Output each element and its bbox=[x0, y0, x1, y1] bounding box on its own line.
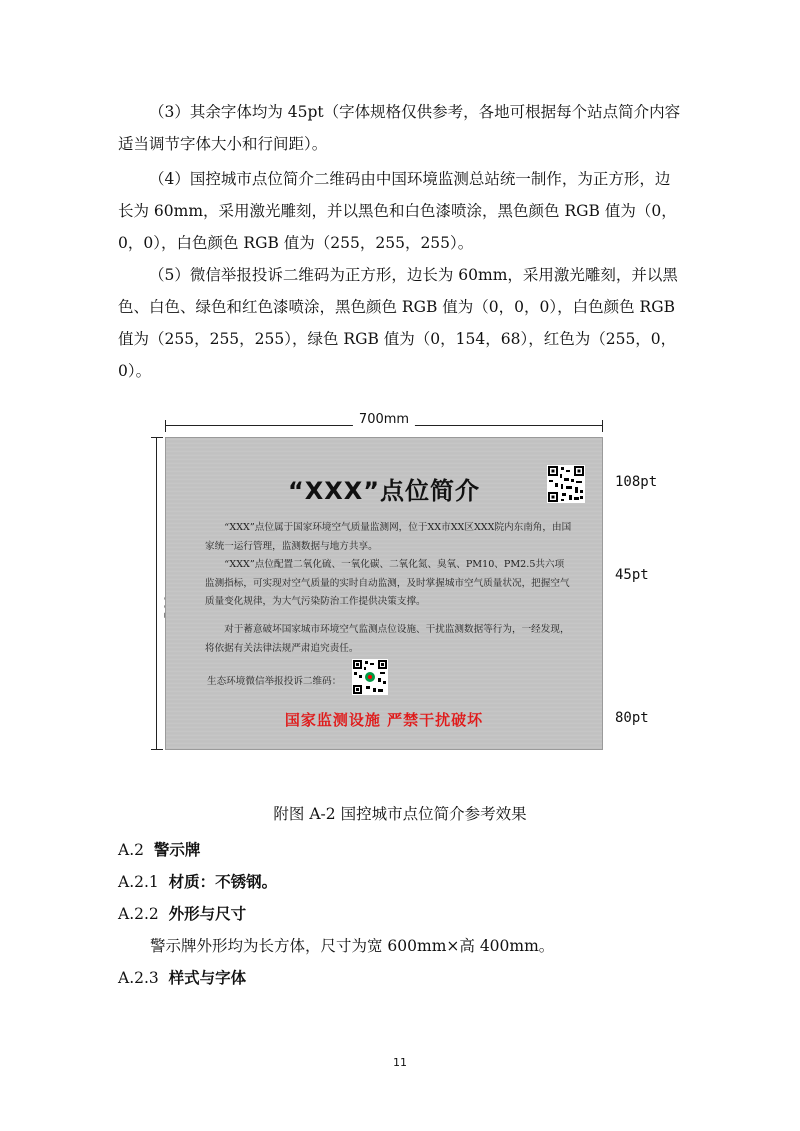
body-size-label: 45pt bbox=[615, 567, 649, 583]
plate-body-location: “XXX”点位属于国家环境空气质量监测网，位于XX市XX区XXX院内东南角，由国家统一运行管理，监测数据与地方共享。 bbox=[205, 522, 572, 552]
page-number: 11 bbox=[393, 1056, 407, 1069]
height-dimension bbox=[148, 437, 164, 750]
station-qr-code-icon bbox=[547, 465, 585, 503]
section-heading-a2-2 bbox=[118, 902, 246, 924]
section-title: 警示牌 bbox=[153, 841, 201, 859]
plate-body-warning-law: 对于蓄意破坏国家城市环境空气监测点位设施、干扰监测数据等行为，一经发现，将依据有关法律法规严肃追究责任。 bbox=[205, 624, 570, 654]
section-heading-a2 bbox=[118, 838, 200, 860]
plate-title: “XXX”点位简介 bbox=[287, 477, 481, 505]
plate-warning-text: 国家监测设施 严禁干扰破坏 bbox=[284, 711, 484, 729]
section-title: 样式与字体 bbox=[168, 969, 247, 987]
section-heading-a2-3 bbox=[118, 966, 246, 988]
section-title: 外形与尺寸 bbox=[168, 905, 247, 923]
wechat-qr-code-icon bbox=[352, 659, 388, 695]
figure-caption: 附图 A-2 国控城市点位简介参考效果 bbox=[273, 805, 527, 823]
section-title: 材质：不锈钢。 bbox=[168, 873, 278, 891]
warning-size-label: 80pt bbox=[615, 710, 649, 726]
paragraph-qr-spec: （4）国控城市点位简介二维码由中国环境监测总站统一制作，为正方形，边长为 60mm，采用激光雕刻，并以黑色和白色漆喷涂，黑色颜色 RGB 值为（0，0，0），白色颜色 RGB 值为（255，255，255）。 bbox=[118, 170, 677, 252]
section-number: A.2.3 bbox=[118, 969, 159, 987]
wechat-qr-label: 生态环境微信举报投诉二维码： bbox=[207, 676, 342, 687]
station-intro-plate bbox=[165, 437, 603, 750]
title-size-label: 108pt bbox=[615, 474, 658, 490]
section-number: A.2.2 bbox=[118, 905, 159, 923]
paragraph-wechat-qr-spec: （5）微信举报投诉二维码为正方形，边长为 60mm，采用激光雕刻，并以黑色、白色、绿色和红色漆喷涂，黑色颜色 RGB 值为（0，0，0），白色颜色 RGB 值为（255，255，255），绿色 RGB 值为（0，154，68），红色为（255，0，0）。 bbox=[118, 266, 678, 380]
width-dimension bbox=[165, 412, 603, 432]
section-number: A.2.1 bbox=[118, 873, 159, 891]
paragraph-font-size: （3）其余字体均为 45pt（字体规格仅供参考，各地可根据每个站点简介内容适当调节字体大小和行间距）。 bbox=[118, 103, 681, 153]
section-heading-a2-1 bbox=[118, 870, 277, 892]
plate-body-indicators: “XXX”点位配置二氧化硫、一氧化碳、二氧化氮、臭氧、PM10、PM2.5共六项监测指标，可实现对空气质量的实时自动监测，及时掌握城市空气质量状况，把握空气质量变化规律，为大气污染防治工作提供决策支撑。 bbox=[205, 559, 570, 607]
size-description: 警示牌外形均为长方体，尺寸为宽 600mm×高 400mm。 bbox=[150, 937, 555, 955]
section-number: A.2 bbox=[118, 841, 144, 859]
width-dimension-label: 700mm bbox=[353, 412, 415, 427]
